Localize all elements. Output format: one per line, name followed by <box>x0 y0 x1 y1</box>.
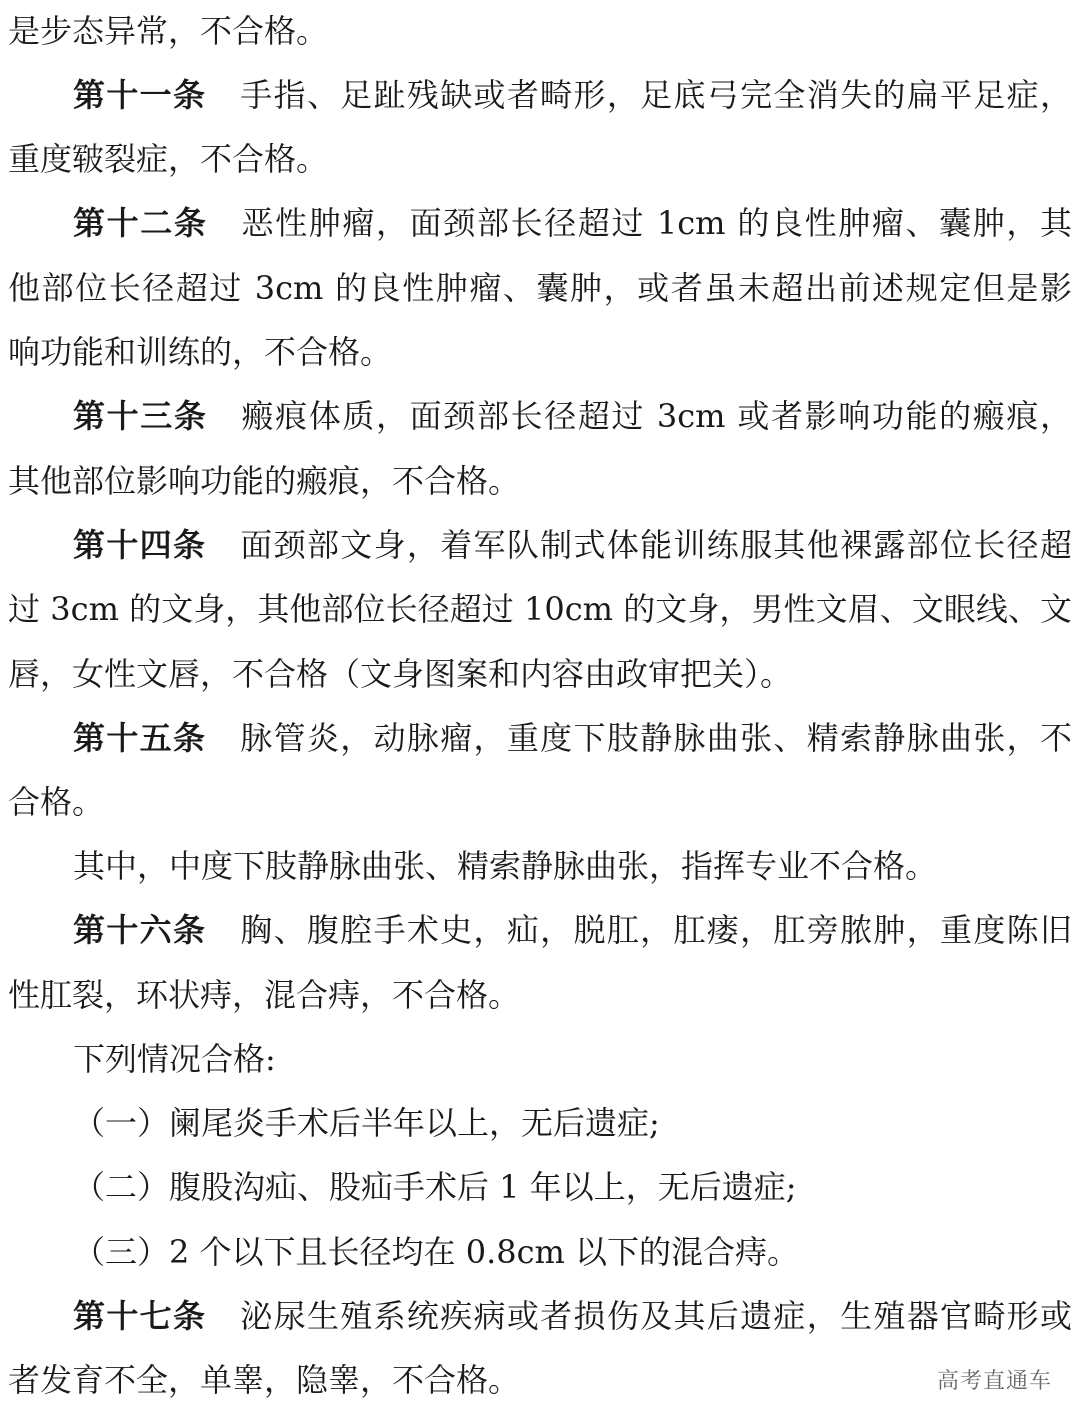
list-item: （三）2 个以下且长径均在 0.8cm 以下的混合痔。 <box>73 1233 800 1271</box>
article-12-line: 第十二条 恶性肿瘤，面颈部长径超过 1cm 的良性肿瘤、囊肿，其 <box>73 204 1072 242</box>
article-13-line: 第十三条 瘢痕体质，面颈部长径超过 3cm 或者影响功能的瘢痕， <box>73 397 1072 435</box>
text-line: 他部位长径超过 3cm 的良性肿瘤、囊肿，或者虽未超出前述规定但是影 <box>8 269 1072 307</box>
article-16-line: 第十六条 胸、腹腔手术史，疝，脱肛，肛瘘，肛旁脓肿，重度陈旧 <box>73 911 1072 949</box>
article-heading: 第十二条 <box>73 204 208 242</box>
article-heading: 第十五条 <box>73 719 207 757</box>
list-item: （二）腹股沟疝、股疝手术后 1 年以上，无后遗症; <box>73 1168 797 1206</box>
article-heading: 第十一条 <box>73 76 207 114</box>
text-line: 响功能和训练的，不合格。 <box>8 333 393 371</box>
list-item: （一）阑尾炎手术后半年以上，无后遗症; <box>73 1104 660 1142</box>
text-line: 其他部位影响功能的瘢痕，不合格。 <box>8 462 521 500</box>
text-line: 者发育不全，单睾，隐睾，不合格。 <box>8 1361 521 1399</box>
text-line: 性肛裂，环状痔，混合痔，不合格。 <box>8 976 521 1014</box>
watermark: 高考直通车 <box>936 1369 1052 1394</box>
text-line: 合格。 <box>8 783 105 821</box>
text-line: 是步态异常，不合格。 <box>8 12 329 50</box>
article-heading: 第十六条 <box>73 911 207 949</box>
text-line: 下列情况合格: <box>73 1040 276 1078</box>
text-line: 过 3cm 的文身，其他部位长径超过 10cm 的文身，男性文眉、文眼线、文 <box>8 590 1072 628</box>
article-heading: 第十三条 <box>73 397 208 435</box>
text-line: 唇，女性文唇，不合格（文身图案和内容由政审把关）。 <box>8 655 793 693</box>
text-line: 重度皲裂症，不合格。 <box>8 140 329 178</box>
article-14-line: 第十四条 面颈部文身，着军队制式体能训练服其他裸露部位长径超 <box>73 526 1072 564</box>
article-heading: 第十七条 <box>73 1297 207 1335</box>
article-15-line: 第十五条 脉管炎，动脉瘤，重度下肢静脉曲张、精索静脉曲张，不 <box>73 719 1072 757</box>
article-heading: 第十四条 <box>73 526 207 564</box>
article-11-line: 第十一条 手指、足趾残缺或者畸形，足底弓完全消失的扁平足症， <box>73 76 1072 114</box>
article-17-line: 第十七条 泌尿生殖系统疾病或者损伤及其后遗症，生殖器官畸形或 <box>73 1297 1072 1335</box>
text-line: 其中，中度下肢静脉曲张、精索静脉曲张，指挥专业不合格。 <box>73 847 938 885</box>
